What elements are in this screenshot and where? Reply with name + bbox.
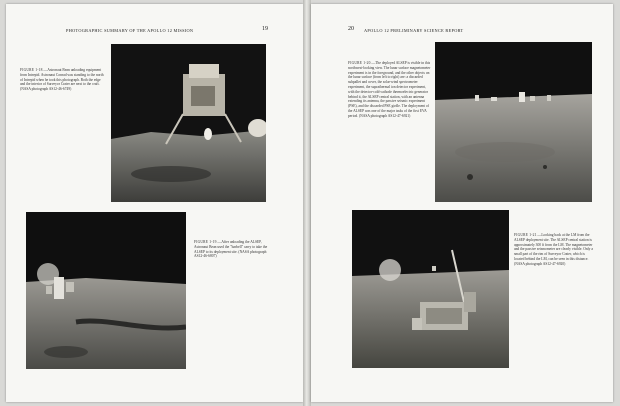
figure-1-18-text: —Astronaut Bean unloading equipment from Intrepid. Astronaut Conrad was standing to the north of Intrepid when he took this photograph. Both the edge and the interior of Surveyor Crater are next to the craft. (NASA photograph AS12-46-6749) [20, 68, 104, 92]
photo-lm-from-alsep-site-image [352, 210, 509, 368]
left-page [6, 4, 303, 402]
photo-deployed-alsep-image [435, 42, 592, 202]
right-page [311, 4, 613, 402]
page-number-right: 20 [348, 26, 354, 32]
figure-1-20-text: —The deployed ALSEP is visible in this northwest-looking view. The lunar surface magnetometer experiment is in the foreground, and the other objects on the lunar surface (from left to right) are: a discarded subpallet and cover, the solar-wind spectrometer experiment, the suprathermal ion detector experiment, with the detector-cold-cathode thermoelectric generator behind it, the ALSEP central station, with an antenna extending its antenna, the passive seismic experiment (PSE), and the discarded PSE girdle. The deployment of the ALSEP was one of the major tasks of the first EVA period. (NASA photograph AS12-47-6921) [348, 61, 431, 118]
figure-1-21-text: —Looking back at the LM from the ALSEP deployment site. The ALSEP central station is approximately 300 ft from the LM. The magnetometer and the passive seismometer are clearly visible. Only a small part of the rim of Surveyor Crater, which is located behind the LM, can be seen in this distance. (NASA photograph AS12-47-6920) [514, 233, 593, 266]
book-gutter [303, 0, 311, 406]
figure-1-20-label: FIGURE 1-20. [348, 61, 372, 65]
figure-1-18-label: FIGURE 1-18. [20, 68, 44, 72]
running-head-right: APOLLO 12 PRELIMINARY SCIENCE REPORT [364, 28, 464, 33]
running-head-left: PHOTOGRAPHIC SUMMARY OF THE APOLLO 12 MISSION [66, 28, 194, 33]
photo-alsep-carry [26, 212, 186, 369]
figure-1-21-caption [514, 233, 594, 267]
photo-alsep-carry-image [26, 212, 186, 369]
figure-1-19-text: —After unloading the ALSEP, Astronaut Bean used the "barbell" carry to take the ALSEP to its deployment site. (NASA photograph AS12-46-6807) [194, 240, 268, 259]
figure-1-21-label: FIGURE 1-21. [514, 233, 538, 237]
figure-1-19-caption [194, 240, 274, 259]
photo-lm-unloading [111, 44, 266, 202]
figure-1-20-caption [348, 61, 433, 119]
figure-1-19-label: FIGURE 1-19. [194, 240, 218, 244]
figure-1-18-caption [20, 68, 106, 92]
photo-lm-unloading-image [111, 44, 266, 202]
page-number-left: 19 [262, 26, 268, 32]
photo-lm-from-alsep-site [352, 210, 509, 368]
photo-deployed-alsep [435, 42, 592, 202]
